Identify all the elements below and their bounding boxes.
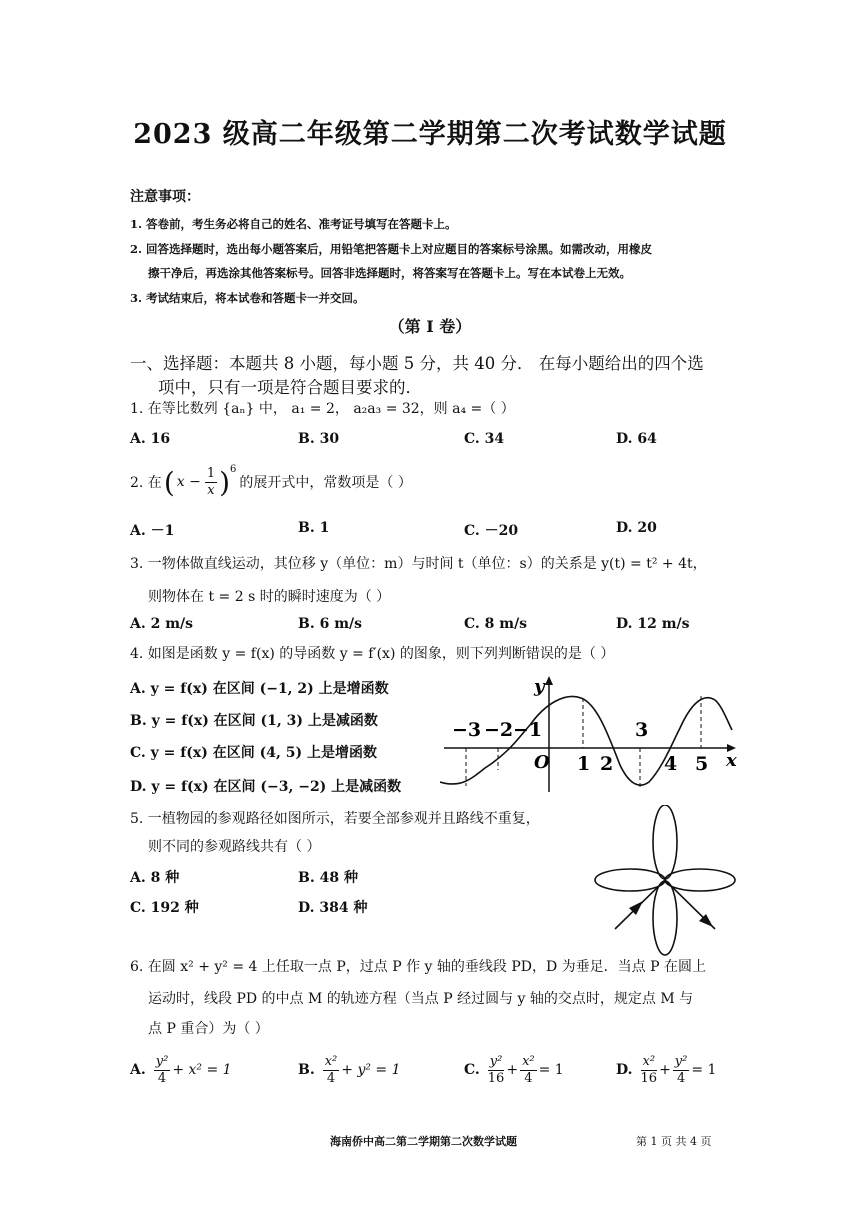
q2-prefix: 2. 在 xyxy=(130,475,162,491)
petal-bottom xyxy=(653,881,677,955)
q6-c-num1: y² xyxy=(489,1053,503,1069)
q6-c-den2: 4 xyxy=(524,1070,533,1086)
q6-c-frac2 xyxy=(520,1054,537,1087)
q6-d-den2: 4 xyxy=(676,1070,686,1086)
question-5-stem: 5. 一植物园的参观路径如图所示，若要全部参观并且路线不重复， xyxy=(130,811,540,827)
footer-school: 海南侨中高二第二学期第二次数学试题 xyxy=(330,1135,517,1148)
notice-item-3: 3. 考试结束后，将本试卷和答题卡一并交回。 xyxy=(130,291,365,305)
question-6-stem: 6. 在圆 x² + y² = 4 上任取一点 P，过点 P 作 y 轴的垂线段 PD，D 为垂足．当点 P 在圆上 xyxy=(130,959,706,975)
tick-4: 4 xyxy=(664,753,678,775)
q4-option-a: A. y = f(x) 在区间 (−1, 2) 上是增函数 xyxy=(130,681,389,697)
q6-option-b xyxy=(298,1052,401,1088)
q6-option-d xyxy=(616,1052,716,1088)
q6-a-den: 4 xyxy=(157,1070,167,1086)
petal-left xyxy=(595,869,665,891)
q3-option-c: C. 8 m/s xyxy=(464,616,528,632)
q6-d-num2: y² xyxy=(674,1053,688,1069)
section-heading: 一、选择题：本题共 8 小题，每小题 5 分，共 40 分． 在每小题给出的四个选 xyxy=(130,354,704,373)
q6-b-frac xyxy=(323,1054,340,1087)
tick-5: 5 xyxy=(695,753,709,775)
question-4-stem: 4. 如图是函数 y = f(x) 的导函数 y = f′(x) 的图象，则下列判断错误的是（ ） xyxy=(130,646,615,662)
q2-suffix: 的展开式中，常数项是（ ） xyxy=(239,475,412,491)
tick-2: 2 xyxy=(600,753,614,775)
y-axis-arrow xyxy=(545,676,553,685)
q6-c-plus: + xyxy=(506,1062,519,1078)
q5-option-c: C. 192 种 xyxy=(130,900,199,916)
tick-3: 3 xyxy=(635,719,649,741)
tick-neg3: −3 xyxy=(452,719,482,741)
question-6-stem-cont2: 点 P 重合）为（ ） xyxy=(148,1021,269,1037)
q2-option-d: D. 20 xyxy=(616,520,657,536)
petal-right xyxy=(665,869,735,891)
q4-option-b: B. y = f(x) 在区间 (1, 3) 上是减函数 xyxy=(130,713,378,729)
q6-b-rest: + y² = 1 xyxy=(341,1062,401,1078)
q2-frac-num: 1 xyxy=(206,465,216,481)
q6-b-den: 4 xyxy=(326,1070,336,1086)
q6-a-frac xyxy=(154,1054,171,1087)
q5-option-d: D. 384 种 xyxy=(298,900,368,916)
q6-option-c-label: C. xyxy=(464,1062,480,1078)
question-3-stem: 3. 一物体做直线运动，其位移 y（单位：m）与时间 t（单位：s）的关系是 y(t) = t² + 4t， xyxy=(130,556,707,572)
q6-b-num: x² xyxy=(324,1053,338,1069)
q3-option-b: B. 6 m/s xyxy=(298,616,363,632)
q4-option-c: C. y = f(x) 在区间 (4, 5) 上是增函数 xyxy=(130,745,377,761)
question-2-stem: 2. 在 ( x − $\frac{1}{x}$ ) 6 的展开式中，常数项是（ ） xyxy=(130,464,412,499)
part-label: （第 I 卷） xyxy=(388,317,472,336)
q4-option-d: D. y = f(x) 在区间 (−3, −2) 上是减函数 xyxy=(130,779,402,795)
q6-d-den1: 16 xyxy=(640,1070,658,1086)
q6-option-c xyxy=(464,1052,564,1088)
q6-a-num: y² xyxy=(155,1053,169,1069)
q1-option-c: C. 34 xyxy=(464,431,505,447)
q2-option-b: B. 1 xyxy=(298,520,330,536)
q2-option-a: A. －1 xyxy=(130,523,175,539)
page-title: 2023 级高二年级第二学期第二次考试数学试题 xyxy=(133,119,727,150)
q5-option-b: B. 48 种 xyxy=(298,870,358,886)
question-1-stem: 1. 在等比数列 {aₙ} 中， a₁ = 2， a₂a₃ = 32，则 a₄ =（ ） xyxy=(130,401,515,417)
q6-d-frac1 xyxy=(641,1054,658,1087)
q1-option-a: A. 16 xyxy=(130,431,171,447)
q1-option-b: B. 30 xyxy=(298,431,340,447)
y-axis-label: y xyxy=(534,676,545,697)
q2-option-c: C. －20 xyxy=(464,523,519,539)
q1-option-d: D. 64 xyxy=(616,431,657,447)
notice-item-2: 2. 回答选择题时，选出每小题答案后，用铅笔把答题卡上对应题目的答案标号涂黑。如需改动，用橡皮 xyxy=(130,242,653,256)
x-axis-label: x xyxy=(726,750,737,771)
q6-c-frac1 xyxy=(488,1054,505,1087)
question-5-stem-cont: 则不同的参观路线共有（ ） xyxy=(148,839,321,855)
q3-option-a: A. 2 m/s xyxy=(130,616,194,632)
section-heading-cont: 项中，只有一项是符合题目要求的． xyxy=(158,378,422,397)
petal-top xyxy=(653,805,677,879)
q6-d-frac2 xyxy=(673,1054,690,1087)
tick-1: 1 xyxy=(577,753,591,775)
notice-item-2-cont: 擦干净后，再选涂其他答案标号。回答非选择题时，将答案写在答题卡上。写在本试卷上无效。 xyxy=(148,266,631,280)
q2-expr-x: x − xyxy=(176,474,201,490)
footer-page-number: 第 1 页 共 4 页 xyxy=(636,1135,712,1148)
question-6-stem-cont1: 运动时，线段 PD 的中点 M 的轨迹方程（当点 P 经过圆与 y 轴的交点时，规定点 M 与 xyxy=(148,991,694,1007)
garden-path-diagram xyxy=(585,805,745,965)
q6-c-den1: 16 xyxy=(487,1070,505,1086)
derivative-graph xyxy=(440,670,740,800)
q5-option-a: A. 8 种 xyxy=(130,870,180,886)
q6-d-rest: = 1 xyxy=(691,1062,717,1078)
q3-option-d: D. 12 m/s xyxy=(616,616,690,632)
tick-neg1: −1 xyxy=(513,719,543,741)
origin-label: O xyxy=(534,752,550,773)
q6-option-a xyxy=(130,1052,232,1088)
q6-option-d-label: D. xyxy=(616,1062,633,1078)
q6-d-num1: x² xyxy=(642,1053,656,1069)
q2-frac-den: x xyxy=(207,482,215,498)
tick-neg2: −2 xyxy=(484,719,514,741)
q6-d-plus: + xyxy=(659,1062,671,1078)
q2-power: 6 xyxy=(230,464,237,475)
q6-c-rest: = 1 xyxy=(538,1062,564,1078)
q6-option-b-label: B. xyxy=(298,1062,315,1078)
q6-a-rest: + x² = 1 xyxy=(172,1062,232,1078)
q6-option-a-label: A. xyxy=(130,1062,146,1078)
q2-fraction xyxy=(205,466,217,499)
q6-c-num2: x² xyxy=(522,1053,535,1069)
notice-item-1: 1. 答卷前，考生务必将自己的姓名、准考证号填写在答题卡上。 xyxy=(130,217,457,231)
notice-heading: 注意事项： xyxy=(130,189,200,205)
question-3-stem-cont: 则物体在 t = 2 s 时的瞬时速度为（ ） xyxy=(148,589,391,605)
